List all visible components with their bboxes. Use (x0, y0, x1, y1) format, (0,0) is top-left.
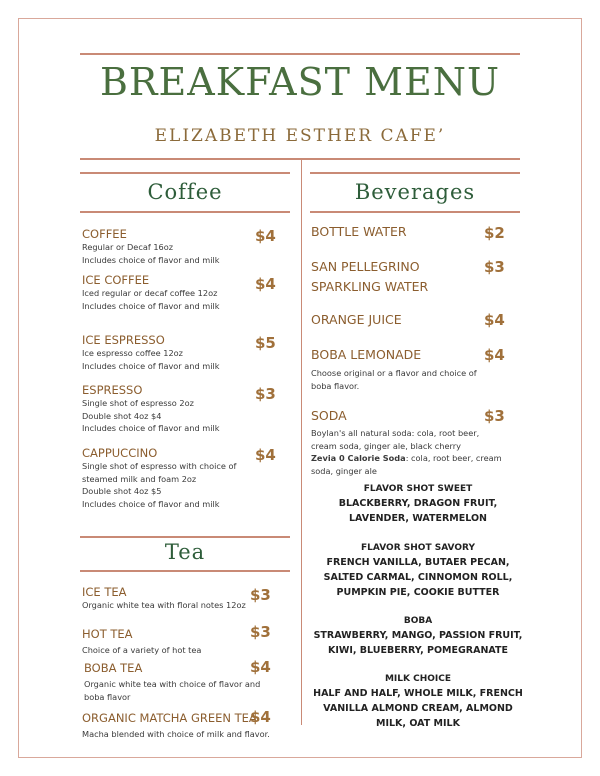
menu-item-hot-tea: HOT TEA Choice of a variety of hot tea (82, 627, 202, 655)
menu-item-san-pellegrino: SAN PELLEGRINO SPARKLING WATER (311, 259, 429, 294)
price-bottle-water: $2 (484, 224, 505, 242)
menu-item-espresso: ESPRESSO Single shot of espresso 2oz Double shot 4oz $4 Includes choice of flavor and milk (82, 383, 220, 433)
price-ice-coffee: $4 (255, 275, 276, 293)
boba-flavors: BOBA STRAWBERRY, MANGO, PASSION FRUIT, KIWI, BLUEBERRY, POMEGRANATE (313, 616, 523, 656)
price-orange-juice: $4 (484, 311, 505, 329)
price-hot-tea: $3 (250, 623, 271, 641)
menu-item-ice-tea: ICE TEA Organic white tea with floral notes 12oz (82, 585, 246, 610)
menu-item-bottle-water: BOTTLE WATER (311, 224, 407, 239)
price-matcha-green-tea: $4 (250, 708, 271, 726)
header-top-rule (80, 53, 520, 55)
menu-item-orange-juice: ORANGE JUICE (311, 312, 402, 327)
flavor-shot-sweet: FLAVOR SHOT SWEET BLACKBERRY, DRAGON FRUIT, LAVENDER, WATERMELON (338, 484, 498, 524)
flavor-shot-savory: FLAVOR SHOT SAVORY FRENCH VANILLA, BUTAER PECAN, SALTED CARMAL, CINNOMON ROLL, PUMPKIN PIE, COOKIE BUTTER (323, 543, 513, 598)
price-san-pellegrino: $3 (484, 258, 505, 276)
price-soda: $3 (484, 407, 505, 425)
menu-item-ice-coffee: ICE COFFEE Iced regular or decaf coffee 12oz Includes choice of flavor and milk (82, 273, 220, 311)
menu-item-coffee: COFFEE Regular or Decaf 16oz Includes choice of flavor and milk (82, 227, 220, 265)
price-coffee: $4 (255, 227, 276, 245)
beverages-section-title: Beverages (354, 180, 476, 204)
menu-title: BREAKFAST MENU (100, 60, 500, 104)
menu-item-cappuccino: CAPPUCCINO Single shot of espresso with choice of steamed milk and foam 2oz Double shot 4oz $5 Includes choice of flavor and milk (82, 446, 237, 509)
menu-item-matcha-green-tea: ORGANIC MATCHA GREEN TEA Macha blended with choice of milk and flavor. (82, 711, 270, 739)
menu-item-ice-espresso: ICE ESPRESSO Ice espresso coffee 12oz Includes choice of flavor and milk (82, 333, 220, 371)
column-divider (301, 160, 302, 725)
coffee-top-rule (80, 172, 290, 174)
price-ice-espresso: $5 (255, 334, 276, 352)
tea-bottom-rule (80, 570, 290, 572)
tea-section-title: Tea (164, 540, 206, 564)
price-cappuccino: $4 (255, 446, 276, 464)
beverages-bottom-rule (310, 211, 520, 213)
menu-item-soda: SODA Boylan's all natural soda: cola, root beer, cream soda, ginger ale, black cherry Zevia 0 Calorie Soda: cola, root beer, cream soda, ginger ale (311, 408, 502, 476)
price-boba-tea: $4 (250, 658, 271, 676)
price-boba-lemonade: $4 (484, 346, 505, 364)
menu-item-boba-lemonade: BOBA LEMONADE Choose original or a flavor and choice of boba flavor. (311, 347, 477, 391)
tea-top-rule (80, 536, 290, 538)
milk-choice: MILK CHOICE HALF AND HALF, WHOLE MILK, FRENCH VANILLA ALMOND CREAM, ALMOND MILK, OAT MILK (313, 674, 523, 729)
beverages-top-rule (310, 172, 520, 174)
cafe-name: ELIZABETH ESTHER CAFE’ (154, 126, 446, 146)
header-bottom-rule (80, 158, 520, 160)
coffee-bottom-rule (80, 211, 290, 213)
menu-item-boba-tea: BOBA TEA Organic white tea with choice of flavor and boba flavor (84, 661, 261, 702)
coffee-section-title: Coffee (147, 180, 223, 204)
price-espresso: $3 (255, 385, 276, 403)
zevia-label: Zevia 0 Calorie Soda (311, 453, 406, 463)
price-ice-tea: $3 (250, 586, 271, 604)
